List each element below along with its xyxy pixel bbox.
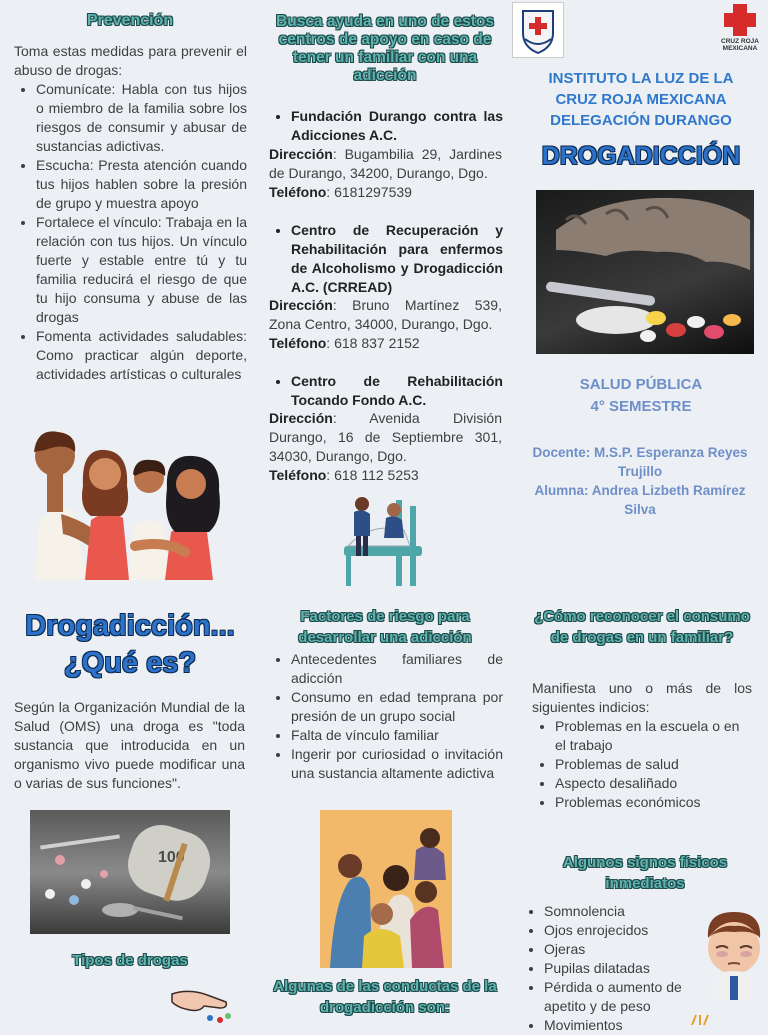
main-title: DROGADICCIÓN [541,142,741,170]
center-2-name [269,221,503,297]
list-item: • Problemas en la escuela o en el trabajo [555,717,753,755]
center-2-info [269,296,502,353]
student: Alumna: Andrea Lizbeth Ramírez Silva [534,483,746,517]
red-cross-logo [716,2,764,54]
center-3-name [269,372,503,410]
center-3-info [269,409,502,485]
svg-text:100: 100 [158,849,185,866]
recognize-title: ¿Cómo reconocer el consumo de drogas en un familiar? [534,608,750,646]
list-item: • Fomenta actividades saludables: Como practicar algún deporte, actividades artísticas o culturales [36,327,247,384]
risk-factors-title: Factores de riesgo para desarrollar una adicción [298,608,472,646]
list-item: • Fortalece el vínculo: Trabaja en la relación con tus hijos. Un vínculo fuerte y estable entre tú y tu familia reducirá el riesgo de que tu hijo consuma y abuse de las drogas [36,213,247,327]
list-item: • Somnolencia [544,902,704,921]
what-is-title [10,608,250,682]
list-item: • Comunícate: Habla con tus hijos o miembro de la familia sobre los riesgos de consumir y abusar de sustancias adictivas. [36,80,247,156]
risk-factors-list [269,650,503,783]
hospital-bed-illustration [340,492,430,592]
center-2-address: Dirección: Bruno Martínez 539, Zona Centro, 34000, Durango, Dgo. [269,297,502,332]
what-is-title-line2: ¿Qué es? [63,647,197,679]
what-is-title-line1: Drogadicción... [25,610,235,642]
help-centers-title: Busca ayuda en uno de estos centros de apoyo en caso de tener un familiar con una adicción [276,13,494,84]
recognize-intro: Manifiesta uno o más de los siguientes indicios: [532,680,752,715]
list-item: • Pérdida o aumento de apetito y de peso [544,978,704,1016]
sparkle-icon [690,1012,710,1024]
list-item: • Movimientos [544,1016,704,1035]
list-item: • Centro de Recuperación y Rehabilitación para enfermos de Alcoholismo y Drogadicción A.C. (CRREAD) [291,221,503,297]
list-item: • Ingerir por curiosidad o invitación una sustancia altamente adictiva [291,745,503,783]
semester: 4° SEMESTRE [590,398,692,415]
drugs-money-photo [30,810,230,934]
list-item: • Centro de Rehabilitación Tocando Fondo A.C. [291,372,503,410]
center-1-info [269,145,502,202]
who-definition: Según la Organización Mundial de la Salud (OMS) una droga es "toda sustancia que introducida en un organismo vivo puede modificar una o varias de sus funciones". [14,699,245,791]
teacher: Docente: M.S.P. Esperanza Reyes Trujillo [532,445,748,479]
recognize-list [533,717,753,812]
drug-types-title: Tipos de drogas [72,952,188,969]
list-item: • Escucha: Presta atención cuando tus hijos hablen sobre la presión de grupo y muestra apoyo [36,156,247,213]
conducts-title: Algunas de las conductas de la drogadicción son: [273,978,497,1016]
physical-signs-list [522,902,704,1035]
center-1-name [269,107,503,145]
list-item: • Ojeras [544,940,704,959]
prevention-intro: Toma estas medidas para prevenir el abuso de drogas: [14,43,247,78]
list-item: • Problemas económicos [555,793,753,812]
sleepy-boy-illustration [700,908,766,1000]
drugs-hand-photo [536,190,754,354]
list-item: • Consumo en edad temprana por presión de un grupo social [291,688,503,726]
school-logo [512,2,564,58]
prevention-title: Prevención [86,12,174,29]
family-illustration [25,428,235,580]
subject: SALUD PÚBLICA [579,376,703,393]
list-item: • Pupilas dilatadas [544,959,704,978]
list-item: • Antecedentes familiares de adicción [291,650,503,688]
group-illustration [320,810,452,968]
list-item: • Fundación Durango contra las Adicciones A.C. [291,107,503,145]
physical-signs-title: Algunos signos físicos inmediatos [562,854,728,892]
institute-name: INSTITUTO LA LUZ DE LA CRUZ ROJA MEXICANA DELEGACIÓN DURANGO [548,70,734,129]
list-item: • Falta de vínculo familiar [291,726,503,745]
center-1-address: Dirección: Bugambilia 29, Jardines de Durango, 34200, Durango, Dgo. [269,146,502,181]
center-1-phone: Teléfono: 6181297539 [269,184,412,200]
list-item: • Problemas de salud [555,755,753,774]
list-item: • Aspecto desaliñado [555,774,753,793]
hand-pills-icon [170,988,234,1024]
prevention-list [14,80,247,384]
list-item: • Ojos enrojecidos [544,921,704,940]
center-2-phone: Teléfono: 618 837 2152 [269,335,420,351]
center-3-address: Dirección: Avenida División Durango, 16 de Septiembre 301, 34030, Durango, Dgo. [269,410,502,464]
center-3-phone: Teléfono: 618 112 5253 [269,467,419,483]
red-cross-caption: CRUZ ROJA MEXICANA [721,38,759,52]
